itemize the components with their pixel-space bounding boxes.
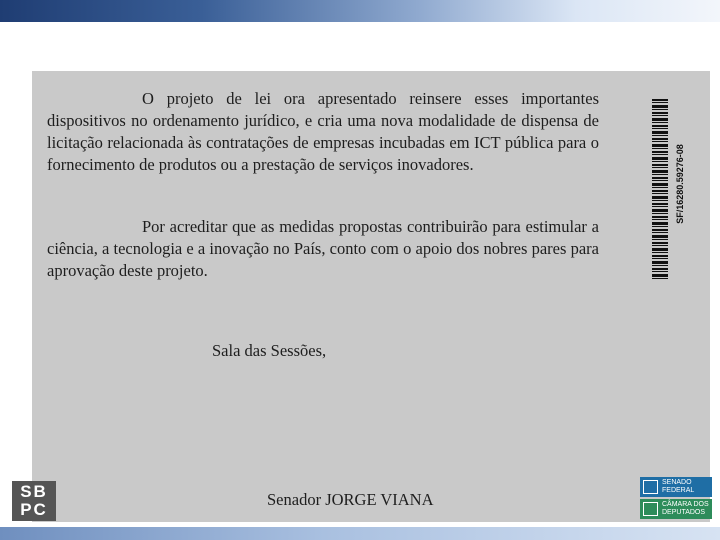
- camara-logo: [640, 499, 712, 519]
- sbpc-logo-line1: SB: [20, 482, 48, 501]
- senado-logo-line2: FEDERAL: [662, 487, 695, 494]
- senado-logo: [640, 477, 712, 497]
- camara-emblem-icon: [643, 502, 658, 516]
- senado-logo-line1: SENADO: [662, 479, 692, 486]
- footer-band: [0, 527, 720, 540]
- barcode-icon: [652, 99, 668, 279]
- camara-logo-line1: CÂMARA DOS: [662, 501, 709, 508]
- header-band: [0, 0, 720, 22]
- document-page: [32, 71, 710, 522]
- paragraph-2: Por acreditar que as medidas propostas contribuirão para estimular a ciência, a tecnologia e a inovação no País, conto com o apoio dos nobres pares para aprovação deste projeto.: [47, 217, 599, 280]
- paragraph-1: O projeto de lei ora apresentado reinsere esses importantes dispositivos no ordenamento jurídico, e cria uma nova modalidade de dispensa de licitação relacionada às contratações de empresas incubadas em ICT pública para o fornecimento de produtos ou a prestação de serviços inovadores.: [47, 89, 599, 174]
- barcode-number: SF/16280.59276-08: [675, 144, 685, 224]
- closing-line: Sala das Sessões,: [212, 341, 327, 360]
- senado-emblem-icon: [643, 480, 658, 494]
- signature-line: Senador JORGE VIANA: [267, 490, 434, 509]
- barcode: [652, 99, 685, 279]
- camara-logo-line2: DEPUTADOS: [662, 509, 706, 516]
- sbpc-logo-line2: PC: [20, 500, 48, 519]
- sbpc-logo: [12, 481, 56, 521]
